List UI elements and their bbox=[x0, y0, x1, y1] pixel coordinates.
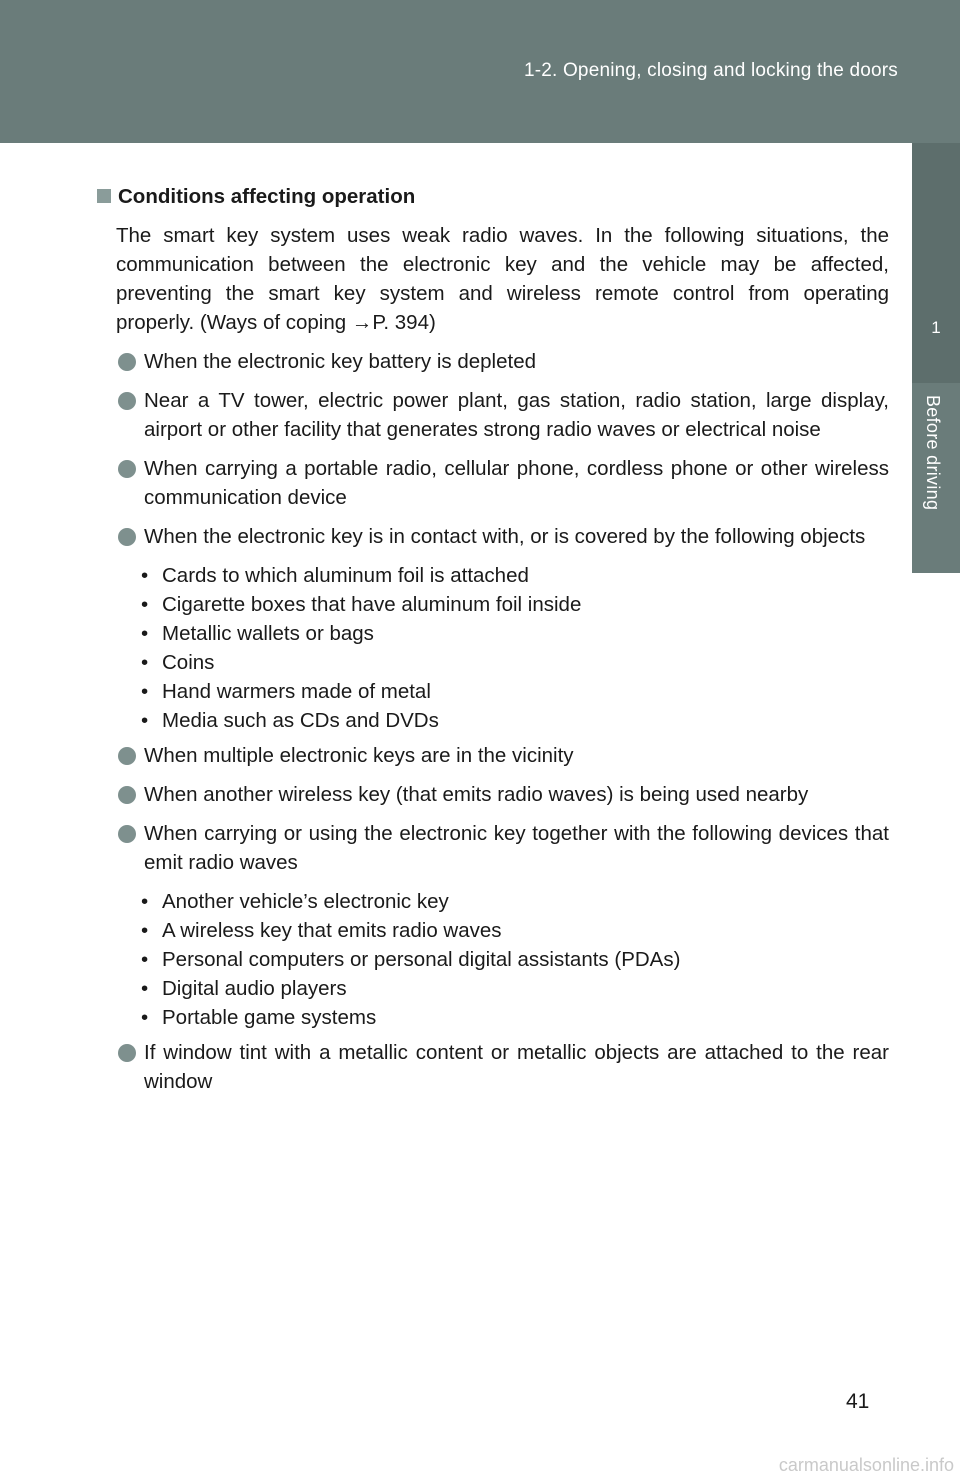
sub-list-item-text: Cigarette boxes that have aluminum foil inside bbox=[162, 593, 582, 616]
circle-bullet-icon bbox=[118, 747, 136, 765]
dot-bullet-icon: • bbox=[141, 651, 149, 674]
circle-bullet-icon bbox=[118, 786, 136, 804]
sub-list-item bbox=[136, 945, 889, 974]
dot-bullet-icon: • bbox=[141, 709, 149, 732]
sub-list-item-text: Metallic wallets or bags bbox=[162, 622, 374, 645]
sub-list-item-text: A wireless key that emits radio waves bbox=[162, 919, 502, 942]
sub-list-item-text: Media such as CDs and DVDs bbox=[162, 709, 439, 732]
chapter-title: 1-2. Opening, closing and locking the doors bbox=[523, 60, 898, 81]
side-tab-label: Before driving bbox=[923, 395, 943, 511]
list-item-text: If window tint with a metallic content or metallic objects are attached to the rear window bbox=[144, 1041, 889, 1093]
section-intro: The smart key system uses weak radio waves. In the following situations, the communication between the electronic key and the vehicle may be affected, preventing the smart key system and wireless remote control from operating properly. (Ways of coping →P. 394) bbox=[116, 224, 889, 334]
list-item bbox=[118, 386, 889, 444]
list-item bbox=[118, 454, 889, 512]
list-item-text: When carrying a portable radio, cellular phone, cordless phone or other wireless communication device bbox=[144, 457, 889, 509]
dot-bullet-icon: • bbox=[141, 1006, 149, 1029]
sub-list-item-text: Coins bbox=[162, 651, 215, 674]
sub-list-item bbox=[136, 1003, 889, 1032]
sub-list-item-text: Hand warmers made of metal bbox=[162, 680, 431, 703]
sub-list-item-text: Portable game systems bbox=[162, 1006, 377, 1029]
page-content bbox=[97, 182, 889, 1106]
dot-bullet-icon: • bbox=[141, 919, 149, 942]
sub-list-item-text: Digital audio players bbox=[162, 977, 347, 1000]
sub-list-item bbox=[136, 916, 889, 945]
sub-list-item-text: Another vehicle’s electronic key bbox=[162, 890, 449, 913]
sub-list-item bbox=[136, 706, 889, 735]
list-item bbox=[118, 1038, 889, 1096]
page-number: 41 bbox=[846, 1390, 870, 1413]
circle-bullet-icon bbox=[118, 1044, 136, 1062]
dot-bullet-icon: • bbox=[141, 890, 149, 913]
list-item-text: When carrying or using the electronic key together with the following devices that emit radio waves bbox=[144, 822, 889, 874]
dot-bullet-icon: • bbox=[141, 977, 149, 1000]
section-heading bbox=[97, 182, 889, 211]
side-tab-number-block bbox=[912, 143, 960, 383]
bullet-list bbox=[97, 347, 889, 1096]
sub-list-item-text: Personal computers or personal digital assistants (PDAs) bbox=[162, 948, 681, 971]
list-item bbox=[118, 741, 889, 770]
sub-list bbox=[136, 561, 889, 735]
square-bullet-icon bbox=[97, 189, 111, 203]
circle-bullet-icon bbox=[118, 392, 136, 410]
circle-bullet-icon bbox=[118, 528, 136, 546]
list-item-text: When the electronic key battery is depleted bbox=[144, 350, 536, 373]
sub-list-item bbox=[136, 561, 889, 590]
list-item bbox=[118, 819, 889, 877]
side-tab-number: 1 bbox=[931, 318, 941, 337]
circle-bullet-icon bbox=[118, 460, 136, 478]
sub-list-item bbox=[136, 677, 889, 706]
dot-bullet-icon: • bbox=[141, 680, 149, 703]
watermark: carmanualsonline.info bbox=[778, 1455, 954, 1475]
list-item bbox=[118, 780, 889, 809]
sub-list-item bbox=[136, 619, 889, 648]
circle-bullet-icon bbox=[118, 825, 136, 843]
dot-bullet-icon: • bbox=[141, 622, 149, 645]
sub-list-item-text: Cards to which aluminum foil is attached bbox=[162, 564, 529, 587]
dot-bullet-icon: • bbox=[141, 593, 149, 616]
sub-list bbox=[136, 887, 889, 1032]
sub-list-item bbox=[136, 590, 889, 619]
list-item-text: Near a TV tower, electric power plant, gas station, radio station, large display, airport or other facility that generates strong radio waves or electrical noise bbox=[144, 389, 889, 441]
circle-bullet-icon bbox=[118, 353, 136, 371]
section-heading-text: Conditions affecting operation bbox=[118, 185, 416, 208]
dot-bullet-icon: • bbox=[141, 564, 149, 587]
list-item bbox=[118, 347, 889, 376]
list-item bbox=[118, 522, 889, 551]
list-item-text: When multiple electronic keys are in the vicinity bbox=[144, 744, 574, 767]
sub-list-item bbox=[136, 887, 889, 916]
sub-list-item bbox=[136, 648, 889, 677]
dot-bullet-icon: • bbox=[141, 948, 149, 971]
sub-list-item bbox=[136, 974, 889, 1003]
list-item-text: When the electronic key is in contact with, or is covered by the following objects bbox=[144, 525, 866, 548]
list-item-text: When another wireless key (that emits radio waves) is being used nearby bbox=[144, 783, 809, 806]
